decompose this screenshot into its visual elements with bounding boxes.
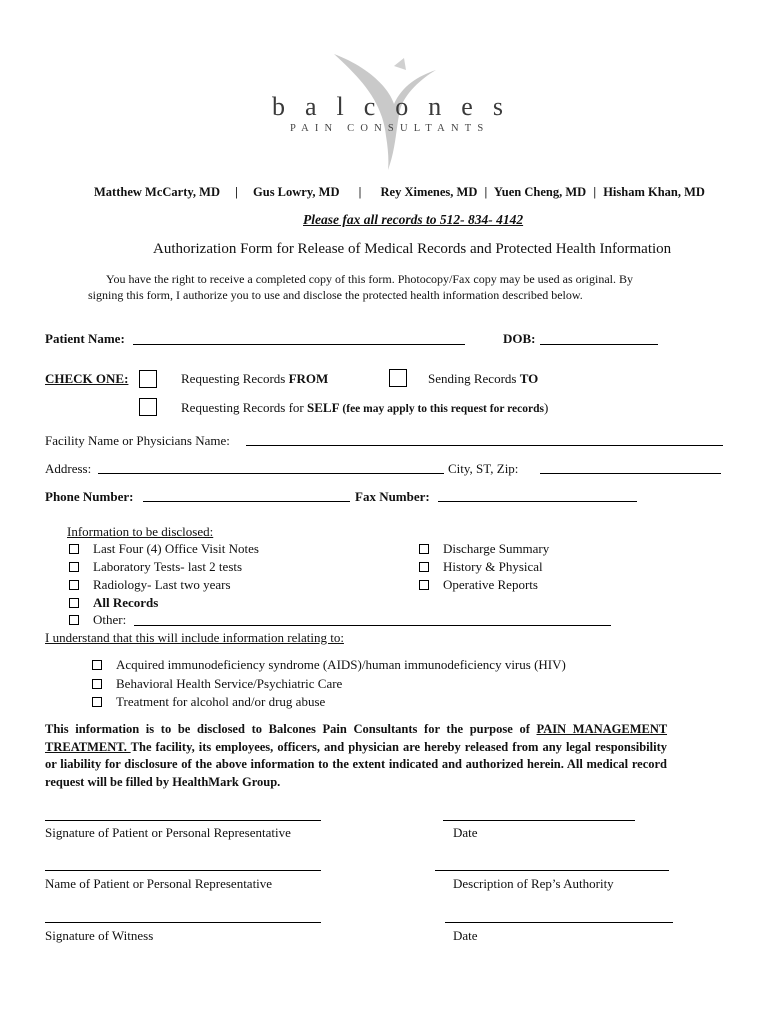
other-field[interactable] — [134, 625, 611, 626]
intro-line-1: You have the right to receive a completed copy of this form. Photocopy/Fax copy may be used as original. By — [106, 272, 634, 286]
option-keyword: SELF — [307, 400, 340, 415]
request-self-checkbox[interactable] — [139, 398, 157, 416]
disclose-item-label: Operative Reports — [443, 577, 538, 592]
fax-label: Fax Number: — [355, 489, 430, 504]
checkbox-icon[interactable] — [419, 544, 429, 554]
option-label: Requesting Records — [181, 371, 289, 386]
form-title: Authorization Form for Release of Medical Records and Protected Health Information — [153, 241, 672, 257]
checkbox-icon[interactable] — [69, 615, 79, 625]
physician-name: Hisham Khan, MD — [603, 185, 705, 199]
disclose-item[interactable] — [69, 559, 242, 575]
patient-name-label: Patient Name: — [45, 331, 125, 346]
date-label-2: Date — [453, 928, 478, 943]
disclose-item-label: Laboratory Tests- last 2 tests — [93, 559, 243, 574]
send-to-option — [428, 371, 538, 387]
date-field-2[interactable] — [445, 922, 673, 923]
disclose-item-label: Last Four (4) Office Visit Notes — [93, 541, 259, 556]
check-one-label: CHECK ONE: — [45, 371, 129, 386]
patient-name-field[interactable] — [133, 344, 465, 345]
request-self-option — [181, 400, 548, 416]
checkbox-icon[interactable] — [92, 660, 102, 670]
logo-subtitle: PAIN CONSULTANTS — [290, 123, 490, 134]
disclose-item-label: Radiology- Last two years — [93, 577, 231, 592]
understand-item[interactable] — [92, 676, 342, 692]
purpose-underline-2: TREATMENT. — [45, 739, 131, 754]
understand-item-label: Behavioral Health Service/Psychiatric Care — [116, 676, 343, 691]
send-to-checkbox[interactable] — [389, 369, 407, 387]
date-label-1: Date — [453, 825, 478, 840]
facility-field[interactable] — [246, 445, 723, 446]
understand-item[interactable] — [92, 694, 325, 710]
disclose-item[interactable] — [419, 577, 538, 593]
checkbox-icon[interactable] — [92, 679, 102, 689]
phone-label: Phone Number: — [45, 489, 134, 504]
separator: | — [358, 185, 362, 199]
dob-label: DOB: — [503, 331, 536, 346]
disclose-item[interactable] — [69, 577, 231, 593]
patient-signature-label: Signature of Patient or Personal Representative — [45, 825, 291, 840]
physicians-line — [94, 185, 705, 200]
purpose-underline-1: PAIN MANAGEMENT — [536, 722, 668, 736]
rep-authority-label: Description of Rep’s Authority — [453, 876, 614, 891]
logo-wordmark: balcones — [272, 92, 523, 121]
understand-item-label: Treatment for alcohol and/or drug abuse — [116, 694, 326, 709]
disclose-item-label: All Records — [93, 595, 159, 610]
understand-item[interactable] — [92, 657, 566, 673]
disclose-item[interactable] — [69, 612, 126, 628]
purpose-lead: This information is to be disclosed to Balcones Pain Consultants for the purpose of — [45, 722, 537, 736]
option-label: Requesting Records for — [181, 400, 308, 415]
patient-name-signature-label: Name of Patient or Personal Representative — [45, 876, 273, 891]
checkbox-icon[interactable] — [69, 598, 79, 608]
option-keyword: TO — [519, 371, 539, 386]
witness-signature-label: Signature of Witness — [45, 928, 154, 943]
phone-field[interactable] — [143, 501, 350, 502]
physician-name: Gus Lowry, MD — [253, 185, 340, 199]
address-field[interactable] — [98, 473, 444, 474]
checkbox-icon[interactable] — [69, 562, 79, 572]
dob-field[interactable] — [540, 344, 658, 345]
separator: | — [593, 185, 597, 199]
city-field[interactable] — [540, 473, 721, 474]
patient-name-signature-field[interactable] — [45, 870, 321, 871]
separator: | — [484, 185, 488, 199]
address-label: Address: — [45, 461, 92, 476]
physician-name: Yuen Cheng, MD — [493, 185, 587, 199]
checkbox-icon[interactable] — [419, 580, 429, 590]
physician-name: Matthew McCarty, MD — [94, 185, 220, 199]
facility-label: Facility Name or Physicians Name: — [45, 433, 230, 448]
understand-item-label: Acquired immunodeficiency syndrome (AIDS)/human immunodeficiency virus (HIV) — [116, 657, 566, 672]
date-field-1[interactable] — [443, 820, 635, 821]
disclose-item[interactable] — [419, 559, 543, 575]
separator: | — [235, 185, 238, 199]
fax-field[interactable] — [438, 501, 637, 502]
option-label: Sending Records — [428, 371, 520, 386]
checkbox-icon[interactable] — [69, 580, 79, 590]
disclose-item[interactable] — [69, 541, 259, 557]
purpose-rest: The facility, its employees, officers, and physician are hereby released from any legal responsibility or liability for disclosure of the above information to the extent indicated and authorized herein. All medical record request will be filled by HealthMark Group. — [45, 739, 667, 789]
fax-notice: Please fax all records to 512- 834- 4142 — [303, 212, 524, 227]
disclose-item[interactable] — [69, 595, 158, 611]
fee-note: (fee may apply to this request for records — [339, 403, 544, 415]
option-keyword: FROM — [288, 371, 329, 386]
fee-note-close: ) — [543, 400, 549, 415]
disclose-item-label: History & Physical — [443, 559, 543, 574]
checkbox-icon[interactable] — [92, 697, 102, 707]
rep-authority-field[interactable] — [435, 870, 669, 871]
request-from-option — [181, 371, 328, 387]
disclose-item-label: Discharge Summary — [443, 541, 550, 556]
disclose-heading: Information to be disclosed: — [67, 524, 214, 539]
checkbox-icon[interactable] — [419, 562, 429, 572]
physician-name: Rey Ximenes, MD — [380, 185, 478, 199]
checkbox-icon[interactable] — [69, 544, 79, 554]
disclose-item-label: Other: — [93, 612, 127, 627]
patient-signature-field[interactable] — [45, 820, 321, 821]
purpose-paragraph — [45, 721, 667, 791]
witness-signature-field[interactable] — [45, 922, 321, 923]
request-from-checkbox[interactable] — [139, 370, 157, 388]
city-label: City, ST, Zip: — [448, 461, 519, 476]
understand-heading: I understand that this will include information relating to: — [45, 630, 344, 645]
disclose-item[interactable] — [419, 541, 549, 557]
intro-line-2: signing this form, I authorize you to use and disclose the protected health information described below. — [88, 288, 583, 302]
